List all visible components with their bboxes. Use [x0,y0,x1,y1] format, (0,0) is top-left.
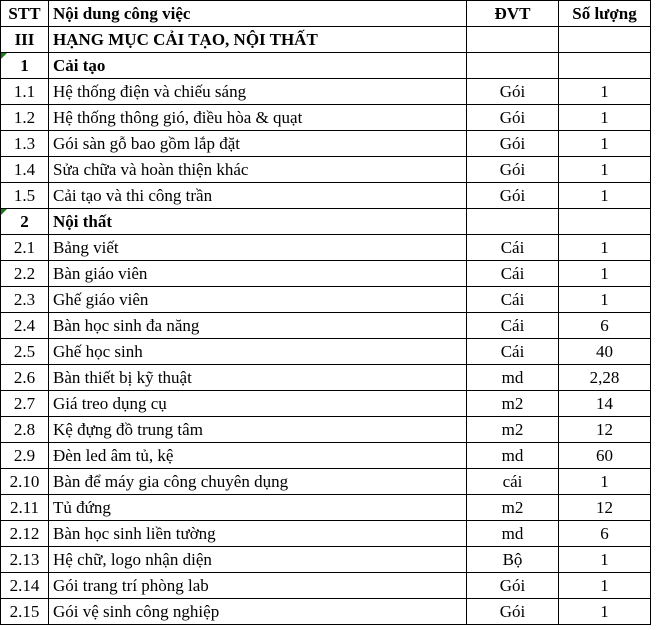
row-unit [467,209,559,235]
row-unit: m2 [467,417,559,443]
row-name: Kệ đựng đồ trung tâm [49,417,467,443]
row-qty: 1 [559,573,651,599]
table-row [1,573,651,599]
row-name: Đèn led âm tủ, kệ [49,443,467,469]
row-stt: 2.15 [1,599,49,625]
table-row [1,365,651,391]
row-name: Sửa chữa và hoàn thiện khác [49,157,467,183]
cell-note-marker-icon [1,209,7,215]
row-name: Bàn để máy gia công chuyên dụng [49,469,467,495]
row-unit [467,27,559,53]
row-unit: cái [467,469,559,495]
row-name: Gói sàn gỗ bao gồm lắp đặt [49,131,467,157]
table-row [1,313,651,339]
table-row [1,53,651,79]
row-stt: 2.11 [1,495,49,521]
row-stt: 2 [1,209,49,235]
row-name: Bàn học sinh đa năng [49,313,467,339]
row-unit: Cái [467,313,559,339]
row-unit: Bộ [467,547,559,573]
row-qty: 1 [559,131,651,157]
table-body [1,1,651,625]
row-name: Bàn học sinh liền tường [49,521,467,547]
table-row [1,209,651,235]
table-row [1,469,651,495]
table-row [1,157,651,183]
row-stt: 2.6 [1,365,49,391]
row-unit: Gói [467,573,559,599]
row-qty: 12 [559,495,651,521]
row-qty: 6 [559,521,651,547]
row-name: Giá treo dụng cụ [49,391,467,417]
row-stt: 1.4 [1,157,49,183]
row-name: Nội thất [49,209,467,235]
table-row [1,79,651,105]
row-unit: Cái [467,235,559,261]
row-unit: m2 [467,495,559,521]
row-unit: Gói [467,79,559,105]
row-unit: Cái [467,261,559,287]
row-name: Ghế giáo viên [49,287,467,313]
table-row [1,183,651,209]
row-qty: 1 [559,157,651,183]
row-unit: Gói [467,131,559,157]
header-unit: ĐVT [467,1,559,27]
row-qty: 6 [559,313,651,339]
row-unit: Gói [467,183,559,209]
row-unit: Gói [467,599,559,625]
header-stt: STT [1,1,49,27]
row-name: Ghế học sinh [49,339,467,365]
table-row [1,131,651,157]
row-unit: Cái [467,339,559,365]
row-name: Gói vệ sinh công nghiệp [49,599,467,625]
header-row [1,1,651,27]
table-row [1,27,651,53]
row-name: Cải tạo và thi công trần [49,183,467,209]
row-stt: 1.3 [1,131,49,157]
row-stt: 2.9 [1,443,49,469]
table-row [1,443,651,469]
row-name: Hệ chữ, logo nhận diện [49,547,467,573]
row-name: Bàn giáo viên [49,261,467,287]
row-qty [559,53,651,79]
table-row [1,287,651,313]
table-row [1,599,651,625]
row-unit: Cái [467,287,559,313]
row-name: Tủ đứng [49,495,467,521]
table-row [1,105,651,131]
table-row [1,547,651,573]
row-stt: 2.13 [1,547,49,573]
row-name: Gói trang trí phòng lab [49,573,467,599]
row-unit: Gói [467,105,559,131]
row-name: Hệ thống điện và chiếu sáng [49,79,467,105]
row-stt: 1.2 [1,105,49,131]
table-row [1,261,651,287]
row-stt: 2.2 [1,261,49,287]
row-qty: 1 [559,235,651,261]
row-qty: 1 [559,79,651,105]
row-qty: 1 [559,599,651,625]
row-stt: 2.4 [1,313,49,339]
row-qty: 1 [559,105,651,131]
row-stt: 2.10 [1,469,49,495]
table-row [1,391,651,417]
row-name: Cải tạo [49,53,467,79]
row-stt: 1.1 [1,79,49,105]
row-stt: 1 [1,53,49,79]
row-qty: 2,28 [559,365,651,391]
header-name: Nội dung công việc [49,1,467,27]
row-unit: md [467,521,559,547]
row-name: Hệ thống thông gió, điều hòa & quạt [49,105,467,131]
row-unit: md [467,443,559,469]
row-stt: 2.12 [1,521,49,547]
row-qty: 60 [559,443,651,469]
row-qty [559,209,651,235]
row-stt: 2.8 [1,417,49,443]
row-qty [559,27,651,53]
row-stt: 2.5 [1,339,49,365]
row-stt: 2.14 [1,573,49,599]
row-qty: 1 [559,547,651,573]
row-qty: 12 [559,417,651,443]
row-unit: md [467,365,559,391]
table-row [1,417,651,443]
row-stt: 2.7 [1,391,49,417]
table-row [1,235,651,261]
row-qty: 40 [559,339,651,365]
row-qty: 1 [559,261,651,287]
header-qty: Số lượng [559,1,651,27]
row-name: HẠNG MỤC CẢI TẠO, NỘI THẤT [49,27,467,53]
row-qty: 1 [559,287,651,313]
table-row [1,339,651,365]
row-qty: 14 [559,391,651,417]
row-qty: 1 [559,183,651,209]
row-unit [467,53,559,79]
row-qty: 1 [559,469,651,495]
table-row [1,495,651,521]
row-name: Bàn thiết bị kỹ thuật [49,365,467,391]
row-unit: m2 [467,391,559,417]
row-stt: III [1,27,49,53]
row-stt: 2.1 [1,235,49,261]
row-name: Bảng viết [49,235,467,261]
row-stt: 1.5 [1,183,49,209]
cell-note-marker-icon [1,53,7,59]
row-stt: 2.3 [1,287,49,313]
row-unit: Gói [467,157,559,183]
table-row [1,521,651,547]
